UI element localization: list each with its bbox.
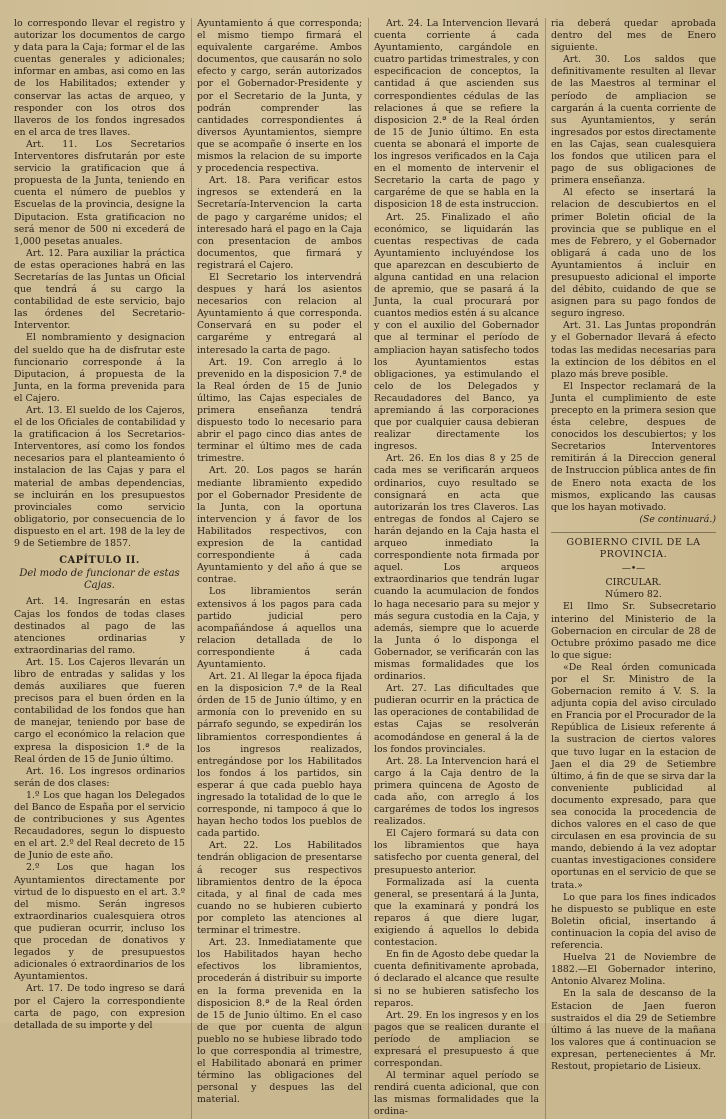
- paragraph: El nombramiento y designacion del sueldo que ha de disfrutar este funcionario corresponde á la Diputacion, á propuesta de la Junta, en la forma prevenida para el Cajero.: [14, 332, 185, 404]
- paragraph: 1.º Los que hagan los Delegados del Banco de España por el servicio de contribuciones y sus Agentes Recaudadores, segun lo dispuesto en el art. 2.º del Real decreto de 15 de Junio de este año.: [14, 789, 185, 862]
- column-1: [14, 18, 185, 1119]
- chapter-title: CAPÍTULO II.: [59, 555, 140, 567]
- continued-note: (Se continuará.): [639, 513, 716, 525]
- paragraph: Art. 28. La Intervencion hará el cargo á la Caja dentro de la primera quincena de Agosto de cada año, con arreglo á los cargarémes de todos los ingresos realizados.: [374, 755, 539, 828]
- paragraph: «De Real órden comunicada por el Sr. Ministro de la Gobernacion remito á V. S. la adjunta copia del aviso circulado en Francia por el Procurador de la República de Lisieux referente á la sustracion de ciertos valores que tuvo lugar en la estacion de Jaen el dia 29 de Setiembre último, á fin de que se sirva dar la conveniente publicidad al documento expresado, para que sea conocida la procedencia de dichos valores en el caso de que circulasen en esa provincia de su mando, debiendo á la vez adoptar cuantas investigaciones considere oportunas en el servicio de que se trata.»: [551, 661, 716, 891]
- paragraph: Los libramientos serán extensivos á los pagos para cada partido judicial pero acompañándose á aquellos una relacion detallada de lo correspondiente á cada Ayuntamiento.: [197, 586, 362, 670]
- paragraph: lo correspondo llevar el registro y autorizar los documentos de cargo y data para la Caja; formar el de las cuentas generales y adicionales; informar en ambas, asi como en las de los Habilitados; extender y conservar las actas de arqueo, y responder con los otros dos llaveros de los fondos ingresados en el arca de tres llaves.: [14, 18, 185, 138]
- paragraph: El Ilmo Sr. Subsecretario interino del Ministerio de la Gobernacion en circular de 28 de Octubre próximo pasado me dice lo que sigue:: [551, 601, 716, 661]
- section-heading: GOBIERNO CIVIL DE LA PROVINCIA.: [551, 532, 716, 561]
- circular-label: CIRCULAR.: [605, 577, 662, 589]
- paragraph: Art. 12. Para auxiliar la práctica de estas operaciones habrá en las Secretarías de las Juntas un Oficial que tendrá á su cargo la contabilidad de este servicio, bajo las órdenes del Secretario-Interventor.: [14, 247, 185, 332]
- paragraph: En fin de Agosto debe quedar la cuenta definitivamente aprobada, ó declarado el alcance que resulte si no se hubieren satisfecho los reparos.: [374, 949, 539, 1009]
- paragraph: Art. 23. Inmediatamente que los Habilitados hayan hecho efectivos los libramientos, procederán á distribuir su importe en la forma prevenida en la disposicion 8.ª de la Real órden de 15 de Junio último. En el caso de que por cuenta de algun pueblo no se hubiese librado todo lo que correspondia al trimestre, el Habilitado abonará en primer término las obligaciones del personal y despues las del material.: [197, 937, 362, 1106]
- paragraph: El Inspector reclamará de la Junta el cumplimiento de este precepto en la primera sesion que ésta celebre, despues de conocidos los descubiertos; y los Secretarios Interventores remitirán á la Direccion general de Instruccion pública antes de fin de Enero nota exacta de los mismos, explicando las causas que los hayan motivado.: [551, 380, 716, 513]
- paragraph: Art. 13. El sueldo de los Cajeros, el de los Oficiales de contabilidad y la gratificacion á los Secretarios-Interventores, así como los fondos necesarios para el planteamiento ó instalacion de las Cajas y para el material de ambas dependencias, se incluirán en los presupuestos provinciales como servicio obligatorio, por consecuencia de lo dispuesto en el art. 198 de la ley de 9 de Setiembre de 1857.: [14, 405, 185, 550]
- paragraph: Art. 19. Con arreglo á lo prevenido en la disposicion 7.ª de la Real órden de 15 de Junio último, las Cajas especiales de primera enseñanza tendrá dispuesto todo lo necesario para abrir el pago cinco dias antes de terminar el último mes de cada trimestre.: [197, 356, 362, 465]
- paragraph: Al terminar aquel período se rendirá cuenta adicional, que con las mismas formalidades que la ordina-: [374, 1070, 539, 1118]
- paragraph: Art. 24. La Intervencion llevará cuenta corriente á cada Ayuntamiento, cargándole en cuatro partidas trimestrales, y con especificacion de conceptos, la cantidad á que ascienden sus correspondientes cédulas de las relaciones á que se refiere la disposicion 2.ª de la Real órden de 15 de Junio último. En esta cuenta se abonará el importe de los ingresos verificados en la Caja en el momento de intervenir el Secretario la carta de pago y cargaréme de que se habla en la disposicion 18 de esta instruccion.: [374, 18, 539, 211]
- paragraph: ria deberá quedar aprobada dentro del mes de Enero siguiente.: [551, 18, 716, 54]
- paragraph: Formalizada así la cuenta general, se presentará á la Junta, que la examinará y pondrá los reparos á que diere lugar, exigiendo á aquellos lo debida contestacion.: [374, 876, 539, 949]
- paragraph: Art. 22. Los Habilitados tendrán obligacion de presentarse á recoger sus respectivos libramientos dentro de la época citada, y al final de cada mes cuando no se hubieren cubierto por completo las atenciones al terminar el trimestre.: [197, 840, 362, 937]
- paragraph: Art. 30. Los saldos que definitivamente resulten al llevar de las Maestros al terminar el período de ampliacion se cargarán á la cuenta corriente de sus Ayuntamientos, y serán ingresados por estos directamente en las Cajas, sean cualesquiera los fondos que utilicen para el pago de sus obligaciones de primera enseñanza.: [551, 54, 717, 187]
- paragraph: Art. 31. Las Juntas propondrán y el Gobernador llevará á efecto todas las medidas necesarias para la extincion de los débitos en el plazo más breve posible.: [551, 320, 716, 380]
- signature-line: Huelva 21 de Noviembre de 1882.—El Gobernador interino, Antonio Alvarez Molina.: [551, 952, 716, 988]
- paragraph: Art. 15. Los Cajeros llevarán un libro de entradas y salidas y los demás auxiliares que fueren precisos para el buen órden en la contabilidad de los fondos que han de manejar, teniendo por base de cargo el económico la relacion que expresa la disposicion 1.ª de la Real órden de 15 de Junio último.: [14, 656, 185, 765]
- paragraph: El Cajero formará su data con los libramientos que haya satisfecho por cuenta general, del presupuesto anterior.: [374, 828, 539, 876]
- paragraph: En la sala de descanso de la Estacion de Jaen fueron sustraidos el dia 29 de Setiembre último á las nueve de la mañana los valores que á continuacion se expresan, pertenecientes á Mr. Restout, propietario de Lisieux.: [551, 988, 716, 1072]
- paragraph: Art. 26. En los dias 8 y 25 de cada mes se verificarán arqueos ordinarios, cuyo resultado se consignará en acta que autorizarán los tres Claveros. Las entregas de fondos al Cajero se harán dejando en la Caja hasta el arqueo inmediato la correspondiente nota firmada por aquel. Los arqueos extraordinarios que tendrán lugar cuando la acumulacion de fondos lo haga necesario para su mejor y más segura custodia en la Caja, y además, siempre que lo acuerde la Junta ó lo disponga el Gobernador, se verificarán con las mismas formalidades que los ordinarios.: [374, 453, 539, 683]
- paragraph: Lo que para los fines indicados he dispuesto se publique en este Boletin oficial, insertando á continuacion la copia del aviso de referencia.: [551, 891, 716, 952]
- paragraph: Art. 16. Los ingresos ordinarios serán de dos clases:: [14, 765, 185, 789]
- paragraph: Art. 25. Finalizado el año económico, se liquidarán las cuentas respectivas de cada Ayuntamiento incluyéndose los que aparezcan en descubierto de alguna cantidad en una relacion de apremio, que se pasará á la Junta, la cual procurará por cuantos medios estén á su alcance y con el auxilio del Gobernador que al terminar el período de ampliacion hayan satisfecho todos los Ayuntamientos estas obligaciones, ya estimulando el celo de los Delegados y Recaudadores del Banco, ya apremiando á las corporaciones que por cualquier causa debieran realizar directamente los ingresos.: [374, 211, 539, 453]
- paragraph: Art. 11. Los Secretarios Interventores disfrutarán por este servicio la gratificacion que á propuesta de la Junta, teniendo en cuenta el número de pueblos y Escuelas de la provincia, designe la Diputacion. Esta gratificacion no será menor de 500 ni excederá de 1,000 pesetas anuales.: [14, 138, 185, 247]
- column-4: [545, 18, 716, 1119]
- chapter-subtitle: Del modo de funcionar de estas Cajas.: [19, 568, 180, 592]
- paragraph: Ayuntamiento á que corresponda; el mismo tiempo firmará el equivalente cargaréme. Ambos documentos, que causarán no solo efecto y cargo, serán autorizados por el Gobernador-Presidente y por el Secretario de la Junta, y podrán comprender las cantidades correspondientes á diversos Ayuntamientos, siempre que se acompañe ó inserte en los mismos la relacion de su importe y procedencia respectiva.: [197, 18, 362, 175]
- column-2: [191, 18, 362, 1119]
- text-columns: [14, 18, 717, 1118]
- circular-number: Número 82.: [605, 589, 662, 601]
- column-3: [368, 18, 539, 1119]
- paragraph: Art. 29. En los ingresos y en los pagos que se realicen durante el período de ampliacion se expresará el presupuesto á que correspondan.: [374, 1009, 539, 1070]
- paragraph: 2.º Los que hagan los Ayuntamientos directamente por virtud de lo dispuesto en el art. 3.º del mismo. Serán ingresos extraordinarios cualesquiera otros que pudieran ocurrir, incluso los que procedan de donativos y legados y de presupuestos adicionales ó extraordinarios de los Ayuntamientos.: [14, 862, 185, 983]
- paragraph: Art. 14. Ingresarán en estas Cajas los fondos de todas clases destinados al pago de las atenciones ordinarias y extraordinarias del ramo.: [14, 596, 185, 656]
- paragraph: Art. 18. Para verificar estos ingresos se extenderá en la Secretaría-Intervencion la carta de pago y cargaréme unidos; el interesado hará el pago en la Caja con presentacion de ambos documentos, que firmará y registrará el Cajero.: [197, 175, 362, 271]
- paragraph: Al efecto se insertará la relacion de descubiertos en el primer Boletin oficial de la provincia que se publique en el mes de Febrero, y el Gobernador obligará á cada uno de los Ayuntamientos á incluir en presupuesto adicional el importe del débito, cuidando de que se asignen para su pago fondos de seguro ingreso.: [551, 187, 716, 320]
- paragraph: Art. 27. Las dificultades que pudieran ocurrir en la práctica de las operaciones de contabilidad de estas Cajas se resolverán acomodándose en general á la de los fondos provinciales.: [374, 683, 539, 755]
- separator: —•—: [621, 564, 646, 575]
- paragraph: Art. 21. Al llegar la época fijada en la disposicion 7.ª de la Real órden de 15 de Junio último, y en armonía con lo prevenido en su párrafo segundo, se expedirán los libramientos correspondientes á los ingresos realizados, entregándose por los Habilitados los fondos á los partidos, sin esperar á que cada pueblo haya ingresado la totalidad de lo que le corresponde, ni tampoco á que lo hayan hecho todos los pueblos de cada partido.: [197, 671, 362, 840]
- paragraph: Art. 17. De todo ingreso se dará por el Cajero la correspondiente carta de pago, con expresion detallada de su importe y del: [14, 983, 185, 1031]
- paragraph: Art. 20. Los pagos se harán mediante libramiento expedido por el Gobernador Presidente de la Junta, con la oportuna intervencion y á favor de los Habilitados respectivos, con expresion de la cantidad correspondiente á cada Ayuntamiento y del año á que se contrae.: [197, 465, 362, 586]
- paragraph: El Secretario los intervendrá despues y hará los asientos necesarios con relacion al Ayuntamiento á que corresponda. Conservará en su poder el cargaréme y entregará al interesado la carta de pago.: [197, 271, 362, 356]
